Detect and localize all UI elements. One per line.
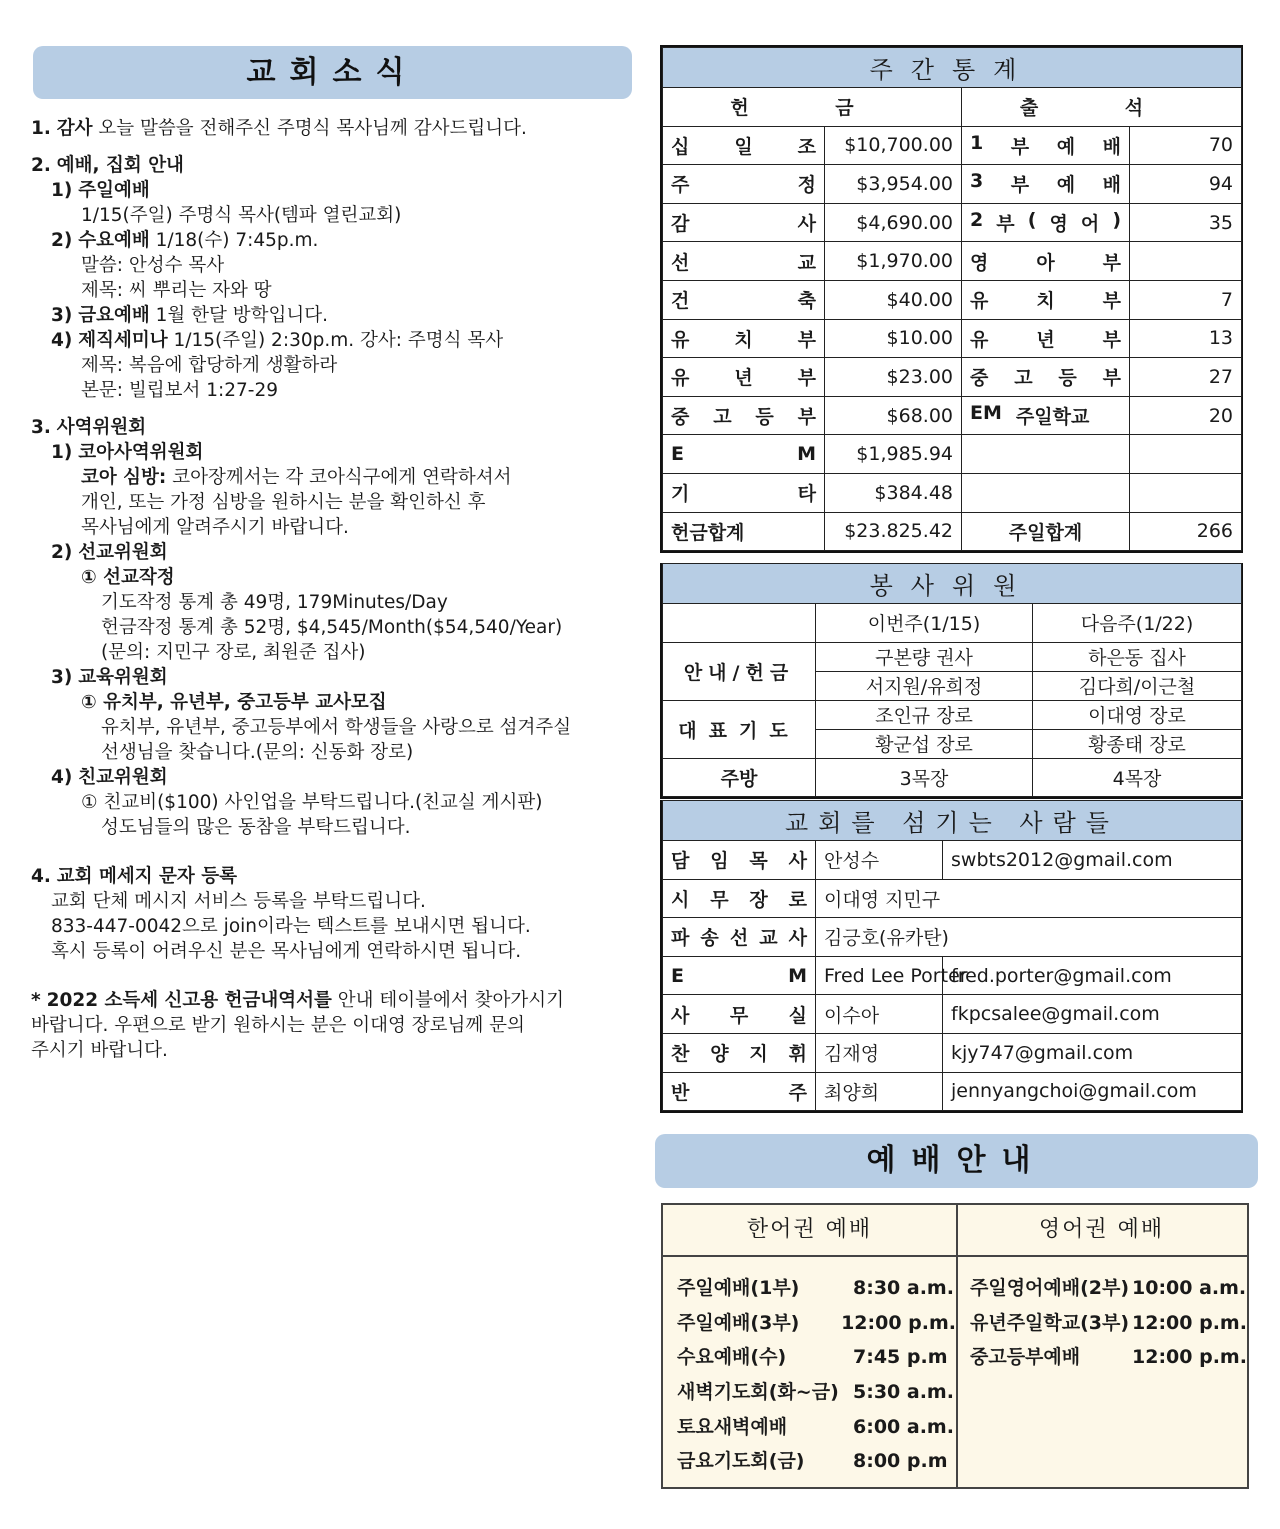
staff-table [660, 800, 1243, 1113]
news-heading: 선교위원회 [78, 542, 168, 563]
news-text: 바랍니다. 우편으로 받기 원하시는 분은 이대영 장로님께 문의 [31, 1015, 525, 1036]
attendance-label-char: 예 [1056, 135, 1076, 158]
staff-role-char: 지 [749, 1043, 768, 1066]
news-line [51, 939, 651, 964]
prayer-next-1: 이대영 장로 [1033, 700, 1242, 729]
news-line [51, 665, 651, 690]
offering-amount: $1,985.94 [825, 435, 962, 474]
worship-time: 12:00 p.m. [1132, 1346, 1247, 1369]
news-line [51, 328, 651, 353]
offering-label-char: 유 [671, 367, 690, 390]
news-line [81, 515, 651, 540]
worship-name: 중고등부예배 [970, 1346, 1081, 1369]
staff-role-char: 실 [788, 1004, 807, 1027]
volunteers-title: 봉사위원 [663, 564, 1242, 604]
offering-label-char: E [671, 443, 684, 466]
staff-role-char: 사 [671, 1004, 690, 1027]
staff-role-char: 휘 [788, 1043, 807, 1066]
korean-worship-column [663, 1205, 958, 1487]
news-text: 개인, 또는 가정 심방을 원하시는 분을 확인하신 후 [81, 492, 486, 513]
attendance-count [1130, 435, 1242, 474]
attendance-label-char: 어 [1080, 213, 1100, 236]
news-line [101, 715, 651, 740]
attendance-count: 27 [1130, 358, 1242, 397]
kitchen-next: 4목장 [1033, 758, 1242, 797]
attendance-count: 7 [1130, 280, 1242, 319]
offering-label-char: 부 [797, 406, 816, 429]
staff-name: 김재영 [816, 1033, 943, 1072]
prayer-this-1: 조인규 장로 [816, 700, 1033, 729]
news-number: 4) [51, 767, 73, 788]
staff-role-char: 주 [788, 1081, 807, 1104]
attendance-label-char: 배 [1102, 135, 1121, 158]
worship-row [677, 1410, 956, 1445]
news-line [81, 278, 651, 303]
news-text: 혹시 등록이 어려우신 분은 목사님에게 연락하시면 됩니다. [51, 941, 522, 962]
news-text: 833-447-0042으로 join이라는 텍스트를 보내시면 됩니다. [51, 916, 531, 937]
news-line [31, 415, 651, 440]
offering-label-char: 치 [734, 328, 753, 351]
news-text: 목사님에게 알려주시기 바랍니다. [81, 517, 349, 538]
news-line [31, 153, 651, 178]
english-worship-column [956, 1205, 1247, 1487]
staff-role-char: 무 [710, 888, 729, 911]
news-line [51, 889, 651, 914]
spacer [31, 976, 651, 988]
news-number: 4) [51, 330, 73, 351]
offering-label [671, 209, 816, 236]
news-line [81, 465, 651, 490]
usher-this-1: 구본량 권사 [816, 642, 1033, 671]
offering-amount: $68.00 [825, 396, 962, 435]
korean-worship-list [663, 1257, 956, 1479]
news-text: 1/15(주일) 주명식 목사(템파 열린교회) [81, 205, 402, 226]
staff-role-char: 로 [788, 888, 807, 911]
staff-role [671, 1078, 807, 1105]
next-week-header: 다음주(1/22) [1033, 604, 1242, 643]
news-number: 1) [51, 180, 73, 201]
news-text: 1/18(수) 7:45p.m. [149, 230, 319, 251]
offering-label-char: 축 [797, 290, 816, 313]
news-number: 2) [51, 230, 73, 251]
staff-role [671, 1039, 807, 1066]
news-number: 1. [31, 118, 51, 139]
offering-label-char: 선 [671, 251, 690, 274]
news-text: ① 친교비($100) 사인업을 부탁드립니다.(친교실 게시판) [81, 792, 543, 813]
news-line [51, 303, 651, 328]
offering-total-label: 헌금합계 [671, 521, 745, 544]
worship-time: 7:45 p.m [853, 1346, 948, 1369]
attendance-count: 35 [1130, 203, 1242, 242]
attendance-label-char: 부 [1010, 135, 1030, 158]
news-line [81, 790, 651, 815]
offering-label [671, 170, 816, 197]
attendance-total-label: 주일합계 [962, 512, 1130, 551]
usher-next-2: 김다희/이근철 [1033, 671, 1242, 700]
news-number: 3) [51, 667, 73, 688]
attendance-label-char: 부 [1102, 290, 1121, 313]
attendance-label [970, 325, 1121, 352]
news-text: 성도님들의 많은 동참을 부탁드립니다. [101, 817, 411, 838]
news-title: 교회소식 [33, 46, 632, 99]
offering-label [671, 286, 816, 313]
attendance-count [1130, 242, 1242, 281]
staff-email: kjy747@gmail.com [943, 1033, 1242, 1072]
staff-role-char: M [788, 964, 807, 987]
spacer [31, 852, 651, 864]
news-text: (문의: 지민구 장로, 최원준 집사) [101, 642, 366, 663]
staff-role-char: 사 [788, 927, 807, 950]
volunteers-table [660, 563, 1243, 799]
news-heading: 친교위원회 [78, 767, 168, 788]
worship-row [970, 1306, 1247, 1341]
news-text: 말씀: 안성수 목사 [81, 255, 225, 276]
attendance-count: 94 [1130, 165, 1242, 204]
offering-label-char: 감 [671, 213, 690, 236]
news-line [31, 116, 651, 141]
news-line [101, 815, 651, 840]
attendance-label [970, 286, 1121, 313]
offering-label-char: 년 [734, 367, 753, 390]
news-heading: 교회 메세지 문자 등록 [56, 866, 237, 887]
staff-title: 교회를 섬기는 사람들 [663, 801, 1242, 841]
news-number: 3) [51, 305, 73, 326]
worship-time: 8:30 a.m. [853, 1277, 954, 1299]
worship-name: 주일예배(1부) [677, 1277, 800, 1299]
staff-role-char: 장 [749, 888, 768, 911]
worship-time: 10:00 a.m. [1132, 1277, 1247, 1299]
offering-label-char: M [797, 443, 816, 466]
attendance-label-char: 부 [1010, 174, 1030, 197]
usher-next-1: 하은동 집사 [1033, 642, 1242, 671]
offering-label-char: 조 [797, 135, 816, 158]
attendance-label-char: 영 [970, 251, 989, 274]
offering-amount: $3,954.00 [825, 165, 962, 204]
worship-name: 토요새벽예배 [677, 1415, 788, 1438]
news-text: 헌금작정 통계 총 52명, $4,545/Month($54,540/Year) [101, 617, 563, 638]
news-heading: ① 유치부, 유년부, 중고등부 교사모집 [81, 692, 387, 713]
staff-role-char: 임 [710, 850, 729, 873]
this-week-header: 이번주(1/15) [816, 604, 1033, 643]
attendance-label [970, 132, 1121, 159]
news-line [31, 1038, 651, 1063]
staff-role [671, 1001, 807, 1028]
korean-worship-header: 한어권 예배 [663, 1205, 956, 1257]
offering-label [671, 325, 816, 352]
worship-title: 예배안내 [655, 1134, 1258, 1188]
staff-email: jennyangchoi@gmail.com [943, 1072, 1242, 1111]
news-line [81, 565, 651, 590]
news-line [81, 690, 651, 715]
staff-name: Fred Lee Porter [816, 956, 943, 995]
attendance-count: 20 [1130, 396, 1242, 435]
news-number: 2. [31, 155, 51, 176]
news-text: 제목: 복음에 합당하게 생활하라 [81, 355, 338, 376]
news-line [101, 740, 651, 765]
prayer-this-2: 황군섭 장로 [816, 729, 1033, 758]
news-line [81, 490, 651, 515]
staff-role-char: 목 [749, 850, 768, 873]
staff-role-char: 송 [700, 927, 719, 950]
offering-label-char: 사 [797, 213, 816, 236]
offering-label-char: 교 [797, 251, 816, 274]
staff-role-char: 반 [671, 1081, 690, 1104]
english-worship-header: 영어권 예배 [956, 1205, 1247, 1257]
staff-role-char: 사 [788, 850, 807, 873]
offering-label-char: 등 [755, 406, 774, 429]
attendance-header: 출 석 [962, 88, 1242, 127]
news-line [101, 590, 651, 615]
attendance-label-char: ) [1112, 209, 1121, 232]
news-number: 3. [31, 417, 51, 438]
news-text: 주시기 바랍니다. [31, 1040, 168, 1061]
offering-total: $23.825.42 [825, 512, 962, 551]
staff-role [671, 923, 807, 950]
prayer-next-2: 황종태 장로 [1033, 729, 1242, 758]
worship-name: 금요기도회(금) [677, 1450, 805, 1473]
worship-time: 8:00 p.m [853, 1450, 948, 1473]
staff-role-char: 시 [671, 888, 690, 911]
news-heading: 코아 심방: [81, 467, 167, 488]
worship-row [677, 1444, 956, 1479]
prayer-label: 대표기도 [663, 700, 816, 758]
news-heading: 교육위원회 [78, 667, 168, 688]
attendance-label [970, 248, 1121, 275]
offering-label [671, 363, 816, 390]
offering-label [671, 443, 816, 465]
worship-name: 주일영어예배(2부) [970, 1277, 1130, 1299]
offering-label-char: 건 [671, 290, 690, 313]
offering-label-char: 부 [797, 367, 816, 390]
offering-label [671, 402, 816, 429]
worship-time: 5:30 a.m. [853, 1381, 954, 1404]
news-heading: ① 선교작정 [81, 567, 175, 588]
worship-row [970, 1340, 1247, 1375]
news-line [81, 353, 651, 378]
attendance-label-char: 2 [970, 209, 984, 232]
worship-name: 새벽기도회(화~금) [677, 1381, 839, 1404]
news-line [101, 615, 651, 640]
staff-role-char: 선 [729, 927, 749, 950]
news-line [51, 914, 651, 939]
news-heading: 주일예배 [78, 180, 150, 201]
offering-label-char: 일 [734, 135, 753, 158]
staff-name: 이수아 [816, 995, 943, 1034]
attendance-label-char: 년 [1036, 328, 1055, 351]
weekly-stats-table [660, 45, 1243, 553]
usher-label: 안내/헌금 [663, 642, 816, 700]
news-line [81, 253, 651, 278]
staff-role-char: 파 [671, 927, 690, 950]
attendance-count: 70 [1130, 126, 1242, 165]
attendance-label-char: 부 [1102, 328, 1121, 351]
staff-role-char: 교 [759, 927, 778, 950]
news-heading: 사역위원회 [56, 417, 147, 438]
news-text: 기도작정 통계 총 49명, 179Minutes/Day [101, 592, 448, 613]
news-line [101, 640, 651, 665]
offering-label-char: 십 [671, 135, 690, 158]
news-line [81, 378, 651, 403]
news-number: 1) [51, 442, 73, 463]
staff-name: 김긍호(유카탄) [816, 918, 1242, 957]
news-heading: 감사 [56, 118, 93, 139]
kitchen-this: 3목장 [816, 758, 1033, 797]
news-heading: 예배, 집회 안내 [56, 155, 184, 176]
news-line [51, 765, 651, 790]
news-number: 2) [51, 542, 73, 563]
worship-row [677, 1271, 956, 1306]
attendance-count: 13 [1130, 319, 1242, 358]
spacer [31, 403, 651, 415]
attendance-label-char: 영 [1049, 213, 1068, 236]
worship-name: 주일예배(3부) [677, 1311, 800, 1334]
worship-schedule [661, 1203, 1249, 1489]
offering-label-char: 기 [671, 483, 690, 506]
worship-row [677, 1306, 956, 1341]
attendance-label-part: EM [970, 402, 1002, 425]
attendance-label [970, 402, 1121, 429]
attendance-label-char: 유 [970, 290, 989, 313]
attendance-count [1130, 473, 1242, 512]
offering-label-char: 중 [671, 406, 690, 429]
attendance-label [970, 363, 1121, 390]
staff-name: 안성수 [816, 841, 943, 880]
news-heading: 코아사역위원회 [78, 442, 204, 463]
worship-time: 12:00 p.m. [841, 1311, 956, 1334]
attendance-label-char: 유 [970, 328, 989, 351]
attendance-label [970, 170, 1121, 197]
worship-row [970, 1271, 1247, 1306]
attendance-total: 266 [1130, 512, 1242, 551]
news-text: 1/15(주일) 2:30p.m. 강사: 주명식 목사 [167, 330, 504, 351]
spacer [31, 141, 651, 153]
offering-label-char: 유 [671, 328, 690, 351]
news-line [51, 540, 651, 565]
worship-time: 6:00 a.m. [853, 1415, 954, 1438]
staff-email: fred.porter@gmail.com [943, 956, 1242, 995]
worship-name: 유년주일학교(3부) [970, 1311, 1130, 1334]
staff-email: fkpcsalee@gmail.com [943, 995, 1242, 1034]
offering-label [671, 248, 816, 275]
attendance-label-char: 부 [1102, 251, 1121, 274]
staff-email: swbts2012@gmail.com [943, 841, 1242, 880]
english-worship-list [956, 1257, 1247, 1375]
news-text: 코아장께서는 각 코아식구에게 연락하셔서 [166, 467, 512, 488]
news-line [51, 228, 651, 253]
attendance-label-char: 예 [1056, 174, 1076, 197]
offering-label [671, 479, 816, 506]
kitchen-label: 주방 [663, 758, 816, 797]
attendance-label-char: 등 [1058, 367, 1077, 390]
worship-row [677, 1340, 956, 1375]
offering-label-char: 정 [797, 174, 816, 197]
news-line [31, 1013, 651, 1038]
offering-label-char: 타 [797, 483, 816, 506]
news-heading: 금요예배 [78, 305, 150, 326]
offering-amount: $10.00 [825, 319, 962, 358]
news-line [81, 203, 651, 228]
news-text: 유치부, 유년부, 중고등부에서 학생들을 사랑으로 섬겨주실 [101, 717, 572, 738]
staff-role-char: E [671, 964, 684, 987]
news-text: 본문: 빌립보서 1:27-29 [81, 380, 278, 401]
spacer [31, 964, 651, 976]
staff-name: 최양희 [816, 1072, 943, 1111]
news-text: 1월 한달 방학입니다. [149, 305, 328, 326]
offering-amount: $1,970.00 [825, 242, 962, 281]
news-heading: 2022 소득세 신고용 헌금내역서를 [46, 990, 332, 1011]
news-heading: 수요예배 [78, 230, 150, 251]
stats-title: 주간통계 [663, 48, 1242, 88]
worship-row [677, 1375, 956, 1410]
staff-role [671, 846, 807, 873]
offering-amount: $384.48 [825, 473, 962, 512]
news-text: 안내 테이블에서 찾아가시기 [331, 990, 564, 1011]
offering-label-char: 고 [713, 406, 732, 429]
offering-amount: $23.00 [825, 358, 962, 397]
news-heading: 제직세미나 [78, 330, 168, 351]
news-text: 제목: 씨 뿌리는 자와 땅 [81, 280, 272, 301]
staff-name: 이대영 지민구 [816, 879, 1242, 918]
attendance-label-char: 부 [996, 213, 1015, 236]
attendance-label-char: 아 [1036, 251, 1055, 274]
staff-role-char: 무 [729, 1004, 749, 1027]
offering-label-char: 부 [797, 328, 816, 351]
attendance-label-char: 고 [1014, 367, 1033, 390]
news-text: 선생님을 찾습니다.(문의: 신동화 장로) [101, 742, 414, 763]
offering-amount: $10,700.00 [825, 126, 962, 165]
worship-time: 12:00 p.m. [1132, 1311, 1247, 1334]
news-line [31, 988, 651, 1013]
offering-label-char: 주 [671, 174, 690, 197]
attendance-label-char: 1 [970, 131, 984, 154]
news-number: 4. [31, 866, 51, 887]
staff-role-char: 찬 [671, 1043, 690, 1066]
news-number: * [31, 990, 41, 1011]
attendance-label-char: 치 [1036, 290, 1055, 313]
spacer [31, 840, 651, 852]
attendance-label-char: 부 [1102, 367, 1121, 390]
news-line [51, 440, 651, 465]
attendance-label-char: ( [1027, 209, 1037, 232]
staff-role-char: 담 [671, 850, 690, 873]
attendance-label-char: 중 [970, 367, 989, 390]
staff-role [671, 965, 807, 987]
offering-header: 헌 금 [663, 88, 962, 127]
offering-amount: $4,690.00 [825, 203, 962, 242]
news-list [31, 116, 651, 1063]
news-line [51, 178, 651, 203]
attendance-label [970, 209, 1121, 236]
staff-role-char: 양 [710, 1043, 729, 1066]
news-line [31, 864, 651, 889]
attendance-label-char: 3 [970, 170, 984, 193]
attendance-label-char: 배 [1102, 174, 1121, 197]
news-text: 교회 단체 메시지 서비스 등록을 부탁드립니다. [51, 891, 426, 912]
offering-amount: $40.00 [825, 280, 962, 319]
offering-label [671, 132, 816, 159]
staff-role [671, 885, 807, 912]
usher-this-2: 서지원/유희정 [816, 671, 1033, 700]
worship-name: 수요예배(수) [677, 1346, 787, 1369]
news-text: 오늘 말씀을 전해주신 주명식 목사님께 감사드립니다. [92, 118, 527, 139]
attendance-label-part: 주일학교 [1015, 406, 1090, 429]
